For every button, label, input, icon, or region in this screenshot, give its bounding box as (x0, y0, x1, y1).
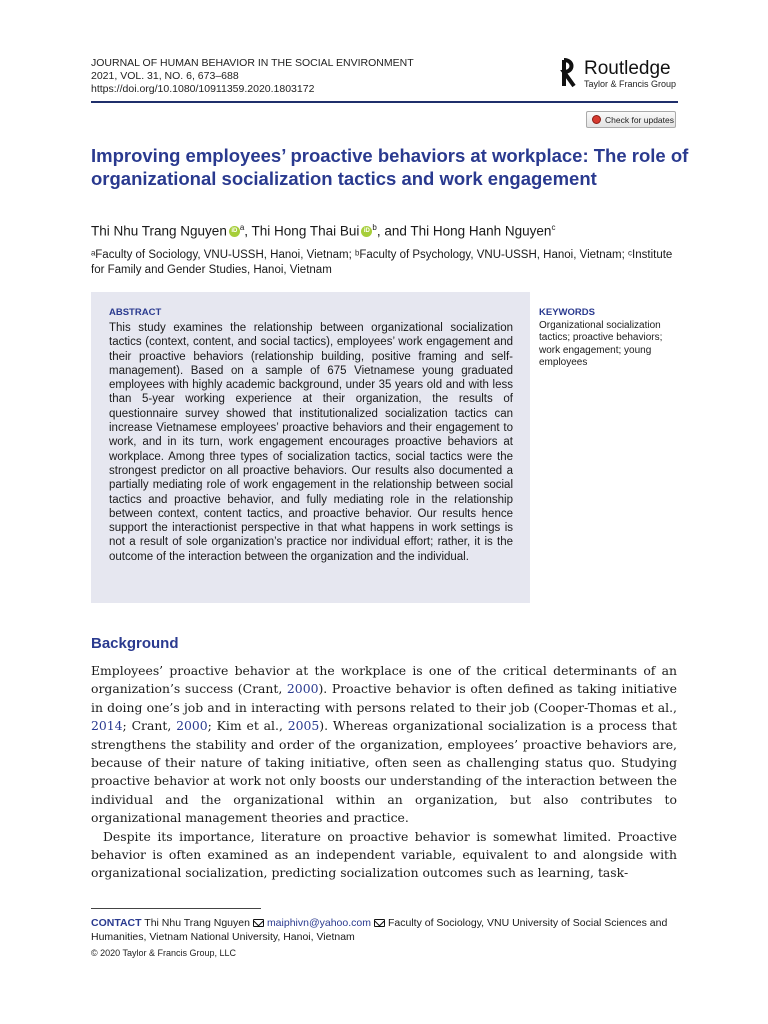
journal-name: JOURNAL OF HUMAN BEHAVIOR IN THE SOCIAL ENVIRONMENT (91, 57, 414, 69)
contact-address: Faculty of Sociology, VNU University of Social Sciences and Humanities, Vietnam National University, Hanoi, Vietnam (91, 917, 668, 943)
affiliations: ᵃFaculty of Sociology, VNU-USSH, Hanoi, Vietnam; ᵇFaculty of Psychology, VNU-USSH, Hanoi, Vietnam; ᶜInstitute for Family and Gender Studies, Hanoi, Vietnam (91, 249, 673, 276)
paragraph (91, 662, 677, 828)
author-1-affil-mark: a (239, 223, 245, 232)
crossmark-icon (592, 115, 601, 124)
keywords-heading: KEYWORDS (539, 307, 595, 318)
text-run: Employees’ proactive behavior at the workplace is one of the critical determinants of an organization’s success (Crant, (91, 663, 677, 697)
contact-name: Thi Nhu Trang Nguyen (144, 917, 250, 929)
citation-link[interactable]: 2000 (286, 681, 319, 697)
journal-doi-link[interactable]: https://doi.org/10.1080/10911359.2020.1803172 (91, 83, 315, 95)
article-title: Improving employees’ proactive behaviors at workplace: The role of organizational socialization tactics and work engagement (91, 145, 689, 189)
abstract-heading: ABSTRACT (109, 307, 162, 318)
footnote-rule (91, 908, 261, 909)
abstract-text: This study examines the relationship between organizational socialization tactics (context, content, and social tactics), employees’ work engagement and their proactive behaviors (relationship building, positive framing and self-management). Based on a sample of 675 Vietnamese young graduated employees with highly academic background, under 35 years old and with less than 5-year working experience at their organization, the results of questionnaire survey showed that institutionalized socialization tactics can increase Vietnamese employees’ proactive behaviors and their engagement to work, and in its turn, work engagement encourages proactive behaviors at workplace. Among three types of socialization tactics, social tactics were the strongest predictor on all proactive behaviors. Our results also documented a partially mediating role of work engagement in the relationship between social tactics and proactive behavior, and fully mediating role in the relationship between context, content tactics, and proactive behavior. Our results hence support the interactionist perspective in that what happens in work settings is not a result of sole organization’s practice nor individual effort; rather, it is the outcome of the interaction between the organization and the individual. (109, 322, 513, 563)
text-run: ; Crant, (122, 718, 177, 734)
journal-header (91, 57, 414, 96)
text-run: ). Proactive behavior is often defined as taking initiative in doing one’s job and in interacting with persons related to their job (Cooper-Thomas et al., (91, 681, 677, 715)
check-for-updates-button[interactable] (586, 111, 676, 128)
copyright-notice: © 2020 Taylor & Francis Group, LLC (91, 948, 237, 958)
body-text (91, 662, 677, 883)
contact-label: CONTACT (91, 917, 142, 929)
routledge-logo-icon (552, 56, 578, 92)
orcid-icon[interactable]: iD (361, 226, 372, 237)
author-list (91, 219, 691, 241)
citation-link[interactable]: 2014 (91, 718, 123, 734)
author-3-affil-mark: c (551, 223, 556, 232)
author-2-affil-mark: b (372, 223, 377, 232)
email-icon (253, 919, 264, 927)
contact-email-link[interactable]: maiphivn@yahoo.com (266, 917, 371, 929)
publisher-group: Taylor & Francis Group (583, 79, 676, 89)
author-1[interactable]: Thi Nhu Trang Nguyen (91, 223, 227, 239)
section-heading: Background (91, 635, 179, 652)
keywords-text: Organizational socialization tactics; proactive behaviors; work engagement; young employees (539, 320, 663, 369)
contact-footnote (91, 916, 681, 944)
citation-link[interactable]: 2000 (176, 718, 208, 734)
header-rule (91, 101, 678, 103)
author-separator: , and (376, 223, 411, 239)
address-icon (374, 919, 385, 927)
publisher-name: Routledge (583, 58, 671, 79)
journal-issue: 2021, VOL. 31, NO. 6, 673–688 (91, 70, 239, 82)
author-3[interactable]: Thi Hong Hanh Nguyen (410, 223, 552, 239)
paragraph: Despite its importance, literature on proactive behavior is somewhat limited. Proactive behavior is often examined as an independent variable, equivalent to and alongside with organizational socialization, predicting socialization outcomes such as learning, task- (91, 828, 677, 881)
citation-link[interactable]: 2005 (287, 718, 320, 734)
orcid-icon[interactable]: iD (229, 226, 240, 237)
text-run: ; Kim et al., (207, 718, 288, 734)
check-for-updates-label: Check for updates (605, 114, 674, 125)
author-separator: , (244, 223, 252, 239)
author-2[interactable]: Thi Hong Thai Bui (251, 223, 360, 239)
publisher-logo (552, 56, 676, 92)
text-run: ). Whereas organizational socialization is a process that strengthens the stability and order of the organization, employees’ proactive behaviors are, because of their nature of taking initiative, often seen as challenging status quo. Studying proactive behavior at work not only boosts our understanding of the interaction between the individual and the organizational within an organization, but also contributes to organizational management theories and practice. (91, 718, 677, 826)
